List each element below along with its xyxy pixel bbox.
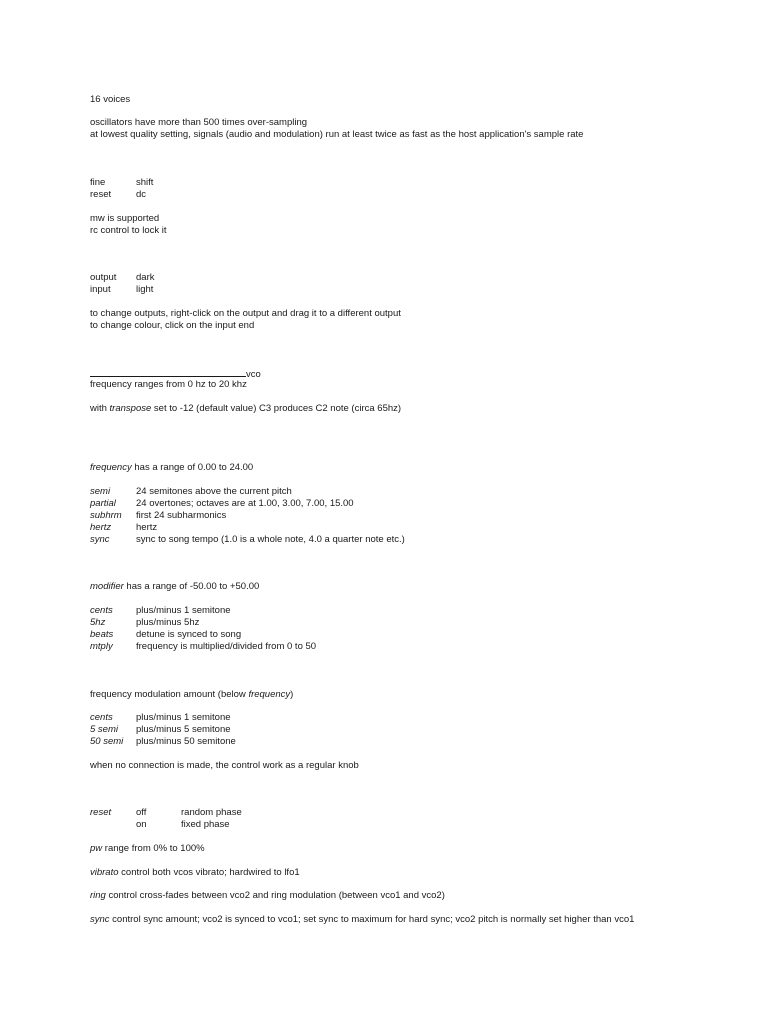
term: 50 semi bbox=[90, 736, 124, 747]
sync-line bbox=[90, 914, 634, 926]
modifier-row-beats bbox=[90, 629, 242, 641]
modifier-row-5hz bbox=[90, 617, 200, 629]
vco-heading-label: vco bbox=[246, 369, 261, 380]
frequency-row-partial bbox=[90, 498, 354, 510]
fm-row-5semi bbox=[90, 724, 231, 736]
transpose-line bbox=[90, 403, 401, 415]
output-label: output bbox=[90, 272, 117, 283]
term: partial bbox=[90, 498, 116, 509]
fm-post: ) bbox=[290, 689, 294, 700]
desc: plus/minus 1 semitone bbox=[136, 712, 231, 723]
desc: first 24 subharmonics bbox=[136, 510, 227, 521]
desc: plus/minus 5hz bbox=[136, 617, 200, 628]
frequency-row-hertz bbox=[90, 522, 158, 534]
reset-off: off bbox=[136, 807, 147, 818]
pw-text: range from 0% to 100% bbox=[102, 843, 205, 854]
reset-label: reset bbox=[90, 189, 112, 200]
modifier-row-mtply bbox=[90, 641, 317, 653]
ring-word: ring bbox=[90, 890, 106, 901]
desc: 24 overtones; octaves are at 1.00, 3.00, 7.00, 15.00 bbox=[136, 498, 354, 509]
desc: sync to song tempo (1.0 is a whole note, 4.0 a quarter note etc.) bbox=[136, 534, 405, 545]
term: hertz bbox=[90, 522, 112, 533]
oversampling-line: oscillators have more than 500 times over-sampling bbox=[90, 117, 308, 128]
input-light-row bbox=[90, 284, 154, 296]
frequency-row-subhrm bbox=[90, 510, 227, 522]
reset-dc-row bbox=[90, 189, 147, 201]
change-colour-line: to change colour, click on the input end bbox=[90, 320, 255, 331]
desc: 24 semitones above the current pitch bbox=[136, 486, 292, 497]
input-label: input bbox=[90, 284, 111, 295]
quality-line: at lowest quality setting, signals (audio and modulation) run at least twice as fast as the host application's sample rate bbox=[90, 129, 584, 140]
fm-note-line: when no connection is made, the control work as a regular knob bbox=[90, 760, 359, 771]
fine-shift-row bbox=[90, 177, 154, 189]
heading-rule bbox=[90, 367, 246, 377]
fm-row-50semi bbox=[90, 736, 236, 748]
reset-off-row bbox=[90, 807, 242, 819]
shift-label: shift bbox=[136, 177, 154, 188]
reset-word: reset bbox=[90, 807, 112, 818]
dc-label: dc bbox=[136, 189, 147, 200]
reset-on-desc: fixed phase bbox=[181, 819, 230, 830]
fm-row-cents bbox=[90, 712, 231, 724]
desc: hertz bbox=[136, 522, 158, 533]
transpose-word: transpose bbox=[109, 403, 152, 414]
desc: plus/minus 5 semitone bbox=[136, 724, 231, 735]
term: cents bbox=[90, 605, 113, 616]
frequency-range-line bbox=[90, 462, 253, 474]
sync-word: sync bbox=[90, 914, 110, 925]
term: 5hz bbox=[90, 617, 106, 628]
desc: plus/minus 50 semitone bbox=[136, 736, 236, 747]
mw-line: mw is supported bbox=[90, 213, 160, 224]
term: mtply bbox=[90, 641, 113, 652]
desc: plus/minus 1 semitone bbox=[136, 605, 231, 616]
term: cents bbox=[90, 712, 113, 723]
frequency-row-semi bbox=[90, 486, 292, 498]
term: semi bbox=[90, 486, 111, 497]
ring-line bbox=[90, 890, 445, 902]
output-dark-row bbox=[90, 272, 155, 284]
modifier-row-cents bbox=[90, 605, 231, 617]
transpose-post: set to -12 (default value) C3 produces C2 note (circa 65hz) bbox=[151, 403, 402, 414]
sync-text: control sync amount; vco2 is synced to vco1; set sync to maximum for hard sync; vco2 pitch is normally set higher than vco1 bbox=[109, 914, 635, 925]
change-outputs-line: to change outputs, right-click on the output and drag it to a different output bbox=[90, 308, 401, 319]
fm-pre: frequency modulation amount (below bbox=[90, 689, 249, 700]
frequency-word: frequency bbox=[90, 462, 132, 473]
fm-word: frequency bbox=[248, 689, 291, 700]
desc: frequency is multiplied/divided from 0 to 50 bbox=[136, 641, 317, 652]
fm-amount-line bbox=[90, 689, 293, 701]
dark-label: dark bbox=[136, 272, 155, 283]
desc: detune is synced to song bbox=[136, 629, 242, 640]
modifier-range: has a range of -50.00 to +50.00 bbox=[123, 581, 260, 592]
reset-off-desc: random phase bbox=[181, 807, 242, 818]
ring-text: control cross-fades between vco2 and ring modulation (between vco1 and vco2) bbox=[105, 890, 445, 901]
voices-line: 16 voices bbox=[90, 94, 131, 105]
vibrato-line bbox=[90, 867, 300, 879]
term: subhrm bbox=[90, 510, 122, 521]
modifier-range-line bbox=[90, 581, 259, 593]
term: 5 semi bbox=[90, 724, 118, 735]
vibrato-text: control both vcos vibrato; hardwired to lfo1 bbox=[118, 867, 300, 878]
reset-on: on bbox=[136, 819, 147, 830]
term: sync bbox=[90, 534, 110, 545]
vco-range-line: frequency ranges from 0 hz to 20 khz bbox=[90, 379, 247, 390]
modifier-word: modifier bbox=[90, 581, 124, 592]
transpose-pre: with bbox=[90, 403, 110, 414]
fine-label: fine bbox=[90, 177, 106, 188]
rc-line: rc control to lock it bbox=[90, 225, 167, 236]
pw-word: pw bbox=[90, 843, 103, 854]
term: beats bbox=[90, 629, 114, 640]
frequency-row-sync bbox=[90, 534, 405, 546]
frequency-range: has a range of 0.00 to 24.00 bbox=[131, 462, 254, 473]
vibrato-word: vibrato bbox=[90, 867, 119, 878]
light-label: light bbox=[136, 284, 154, 295]
pw-line bbox=[90, 843, 205, 855]
